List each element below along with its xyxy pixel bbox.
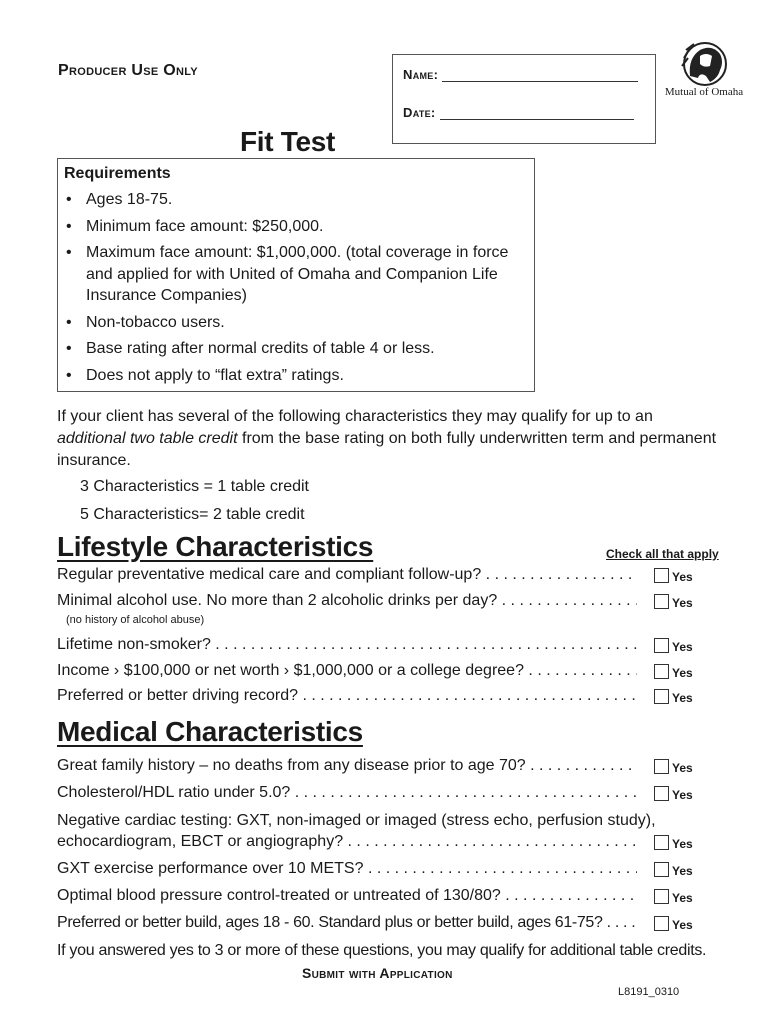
requirements-title: Requirements bbox=[64, 165, 171, 182]
question-row bbox=[57, 757, 747, 779]
question-text: echocardiogram, EBCT or angiography? . . . bbox=[57, 833, 637, 851]
closing-statement: If you answered yes to 3 or more of these questions, you may qualify for additional table credits. bbox=[57, 942, 707, 959]
question-text: Preferred or better build, ages 18 - 60. Standard plus or better build, ages 61-75? . . . bbox=[57, 914, 637, 932]
question-row bbox=[57, 636, 747, 658]
question-row bbox=[57, 784, 747, 806]
check-all-note: Check all that apply bbox=[606, 547, 719, 561]
yes-checkbox[interactable] bbox=[654, 689, 669, 704]
requirement-item: • Non-tobacco users. bbox=[64, 312, 526, 334]
name-date-box bbox=[392, 54, 656, 144]
name-label: Name: bbox=[403, 67, 439, 82]
question-row bbox=[57, 687, 747, 709]
yes-checkbox[interactable] bbox=[654, 916, 669, 931]
name-row bbox=[403, 67, 638, 82]
question-text: Income › $100,000 or net worth › $1,000,000 or a college degree? . . . bbox=[57, 662, 637, 680]
yes-label: Yes bbox=[672, 761, 693, 775]
question-text: GXT exercise performance over 10 METS? . . . bbox=[57, 860, 637, 878]
logo-wordmark: Mutual of Omaha bbox=[664, 86, 744, 98]
requirement-item: • Base rating after normal credits of table 4 or less. bbox=[64, 338, 526, 360]
question-text: Great family history – no deaths from any disease prior to age 70? . . . bbox=[57, 757, 637, 775]
yes-label: Yes bbox=[672, 666, 693, 680]
page-title: Fit Test bbox=[240, 126, 336, 157]
yes-label: Yes bbox=[672, 788, 693, 802]
requirement-item: • Maximum face amount: $1,000,000. (total coverage in force and applied for with United of Omaha and Companion Life Insurance Companies) bbox=[64, 242, 526, 307]
name-field[interactable] bbox=[442, 67, 638, 82]
producer-use-label: Producer Use Only bbox=[58, 62, 198, 79]
credit-rule-3: 3 Characteristics = 1 table credit bbox=[80, 478, 309, 495]
yes-checkbox[interactable] bbox=[654, 568, 669, 583]
yes-checkbox[interactable] bbox=[654, 759, 669, 774]
yes-checkbox[interactable] bbox=[654, 835, 669, 850]
question-row bbox=[57, 833, 747, 855]
question-text: Lifetime non-smoker? . . . bbox=[57, 636, 637, 654]
yes-label: Yes bbox=[672, 570, 693, 584]
yes-label: Yes bbox=[672, 891, 693, 905]
requirement-item: • Ages 18-75. bbox=[64, 189, 526, 211]
question-row bbox=[57, 566, 747, 588]
yes-checkbox[interactable] bbox=[654, 664, 669, 679]
intro-text-end: from the base rating on both fully underwritten term and permanent insurance. bbox=[57, 430, 717, 469]
yes-label: Yes bbox=[672, 640, 693, 654]
requirements-box bbox=[57, 158, 535, 392]
intro-text: If your client has several of the following characteristics they may qualify for up to an bbox=[57, 408, 653, 425]
submit-note: Submit with Application bbox=[302, 965, 453, 981]
yes-label: Yes bbox=[672, 918, 693, 932]
question-text: Minimal alcohol use. No more than 2 alcoholic drinks per day? . . . bbox=[57, 592, 637, 610]
question-text-line1: Negative cardiac testing: GXT, non-imaged or imaged (stress echo, perfusion study), bbox=[57, 812, 656, 829]
yes-label: Yes bbox=[672, 691, 693, 705]
credit-rule-5: 5 Characteristics= 2 table credit bbox=[80, 506, 305, 523]
yes-checkbox[interactable] bbox=[654, 889, 669, 904]
yes-checkbox[interactable] bbox=[654, 786, 669, 801]
medical-heading: Medical Characteristics bbox=[57, 716, 363, 747]
form-number: L8191_0310 bbox=[618, 986, 680, 998]
question-note: (no history of alcohol abuse) bbox=[66, 614, 205, 626]
question-row bbox=[57, 860, 747, 882]
question-text: Regular preventative medical care and compliant follow-up? . . . bbox=[57, 566, 637, 584]
question-text: Cholesterol/HDL ratio under 5.0? . . . bbox=[57, 784, 637, 802]
yes-checkbox[interactable] bbox=[654, 638, 669, 653]
intro-emphasis: additional two table credit bbox=[57, 430, 238, 447]
intro-paragraph bbox=[57, 406, 717, 472]
requirement-item: • Does not apply to “flat extra” ratings. bbox=[64, 365, 526, 387]
yes-label: Yes bbox=[672, 837, 693, 851]
date-field[interactable] bbox=[440, 105, 634, 120]
question-text: Optimal blood pressure control-treated or untreated of 130/80? . . . bbox=[57, 887, 637, 905]
question-row bbox=[57, 592, 747, 614]
requirement-item: • Minimum face amount: $250,000. bbox=[64, 216, 526, 238]
date-row bbox=[403, 105, 634, 120]
question-text: Preferred or better driving record? . . . bbox=[57, 687, 637, 705]
question-row bbox=[57, 662, 747, 684]
lifestyle-heading: Lifestyle Characteristics bbox=[57, 531, 374, 562]
date-label: Date: bbox=[403, 105, 436, 120]
yes-label: Yes bbox=[672, 864, 693, 878]
yes-label: Yes bbox=[672, 596, 693, 610]
yes-checkbox[interactable] bbox=[654, 594, 669, 609]
question-row bbox=[57, 887, 747, 909]
question-row bbox=[57, 914, 747, 936]
requirements-list bbox=[64, 189, 526, 391]
yes-checkbox[interactable] bbox=[654, 862, 669, 877]
